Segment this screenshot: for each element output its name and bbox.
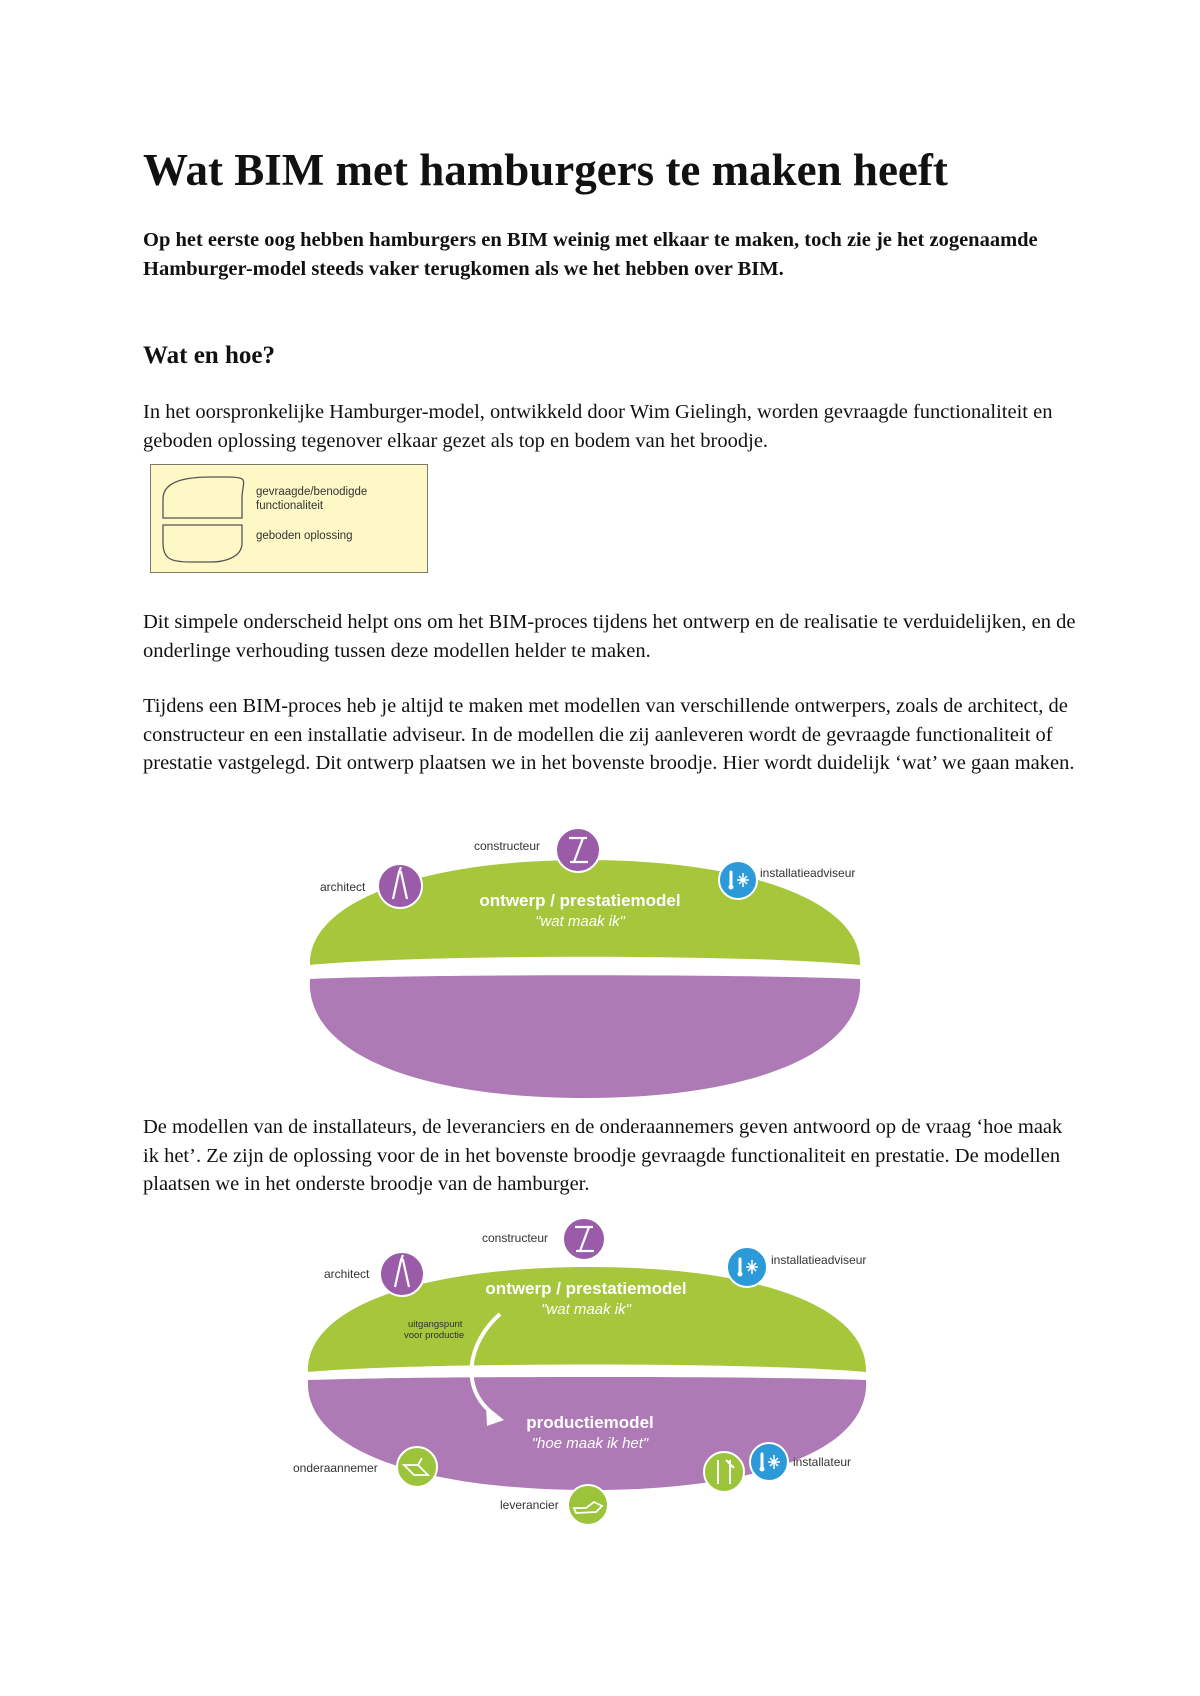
leverancier-label: leverancier [500,1498,559,1512]
architect-icon [378,864,422,908]
arrow-label-line-2: voor productie [404,1330,465,1341]
constructeur-label: constructeur [474,839,541,853]
paragraph-1: In het oorspronkelijke Hamburger-model, ontwikkeld door Wim Gielingh, worden gevraagde functionaliteit en geboden oplossing tegenover elkaar gezet als top en bodem van het broodje. [143,401,1053,452]
thermo-snowflake-icon [727,1247,767,1287]
top-bun-subtitle: "wat maak ik" [535,913,625,930]
section-heading: Wat en hoe? [143,342,275,369]
basic-hamburger-model [150,464,428,573]
bottom-bun-title: productiemodel [526,1413,654,1432]
installatieadviseur-label: installatieadviseur [760,866,856,880]
architect-icon [380,1252,424,1296]
installateur-label: installateur [793,1455,852,1469]
lead-paragraph: Op het eerste oog hebben hamburgers en BIM weinig met elkaar te maken, toch zie je het zogenaamde Hamburger-model steeds vaker terugkomen als we het hebben over BIM. [143,229,1038,280]
top-bun-label: gevraagde/benodigde functionaliteit [256,486,368,512]
installatieadviseur-label: installatieadviseur [771,1253,867,1267]
bottom-bun-outline [163,525,242,562]
thermo-snowflake-icon [719,861,757,899]
bottom-bun-purple [310,975,860,1098]
architect-label: architect [320,880,366,894]
top-bun-outline [163,477,244,518]
bottom-bun-subtitle: "hoe maak ik het" [531,1435,649,1452]
diagram-production-svg [290,1222,880,1534]
paragraph-3: Tijdens een BIM-proces heb je altijd te maken met modellen van verschillende ontwerpers, zoals de architect, de constructeur en een installatie adviseur. In de modellen die zij aanleveren wordt de gevraagde functionaliteit of prestatie vastgelegd. Dit ontwerp plaatsen we in het bovenste broodje. Hier wordt duidelijk ‘wat’ we gaan maken. [143,695,1075,774]
top-bun-subtitle: "wat maak ik" [541,1301,631,1318]
paragraph-2: Dit simpele onderscheid helpt ons om het BIM-proces tijdens het ontwerp en de realisatie te verduidelijken, en de onderlinge verhouding tussen deze modellen helder te maken. [143,611,1076,662]
top-bun-title: ontwerp / prestatiemodel [485,1279,687,1298]
trowel-icon [397,1447,437,1487]
top-bun-title: ontwerp / prestatiemodel [479,891,681,910]
page-title: Wat BIM met hamburgers te maken heeft [143,145,948,195]
diagram-design-svg [300,822,870,1110]
hand-icon [568,1485,608,1525]
bottom-bun-label: geboden oplossing [256,530,353,542]
spoon-knife-icon [704,1452,744,1492]
paragraph-4: De modellen van de installateurs, de leveranciers en de onderaannemers geven antwoord op de vraag ‘hoe maak ik het’. Ze zijn de oplossing voor de in het bovenste broodje gevraagde functionaliteit en prestatie. De modellen plaatsen we in het onderste broodje van de hamburger. [143,1116,1063,1195]
hamburger-diagram-design [300,822,870,1110]
architect-label: architect [324,1267,370,1281]
beam-icon [556,828,600,872]
constructeur-label: constructeur [482,1231,549,1245]
thermo-snowflake-icon [750,1443,788,1481]
hamburger-diagram-production [290,1222,880,1534]
arrow-label-line-1: uitgangspunt [408,1319,463,1330]
onderaannemer-label: onderaannemer [293,1461,378,1475]
bun-shapes [151,465,429,574]
beam-icon [563,1218,605,1260]
